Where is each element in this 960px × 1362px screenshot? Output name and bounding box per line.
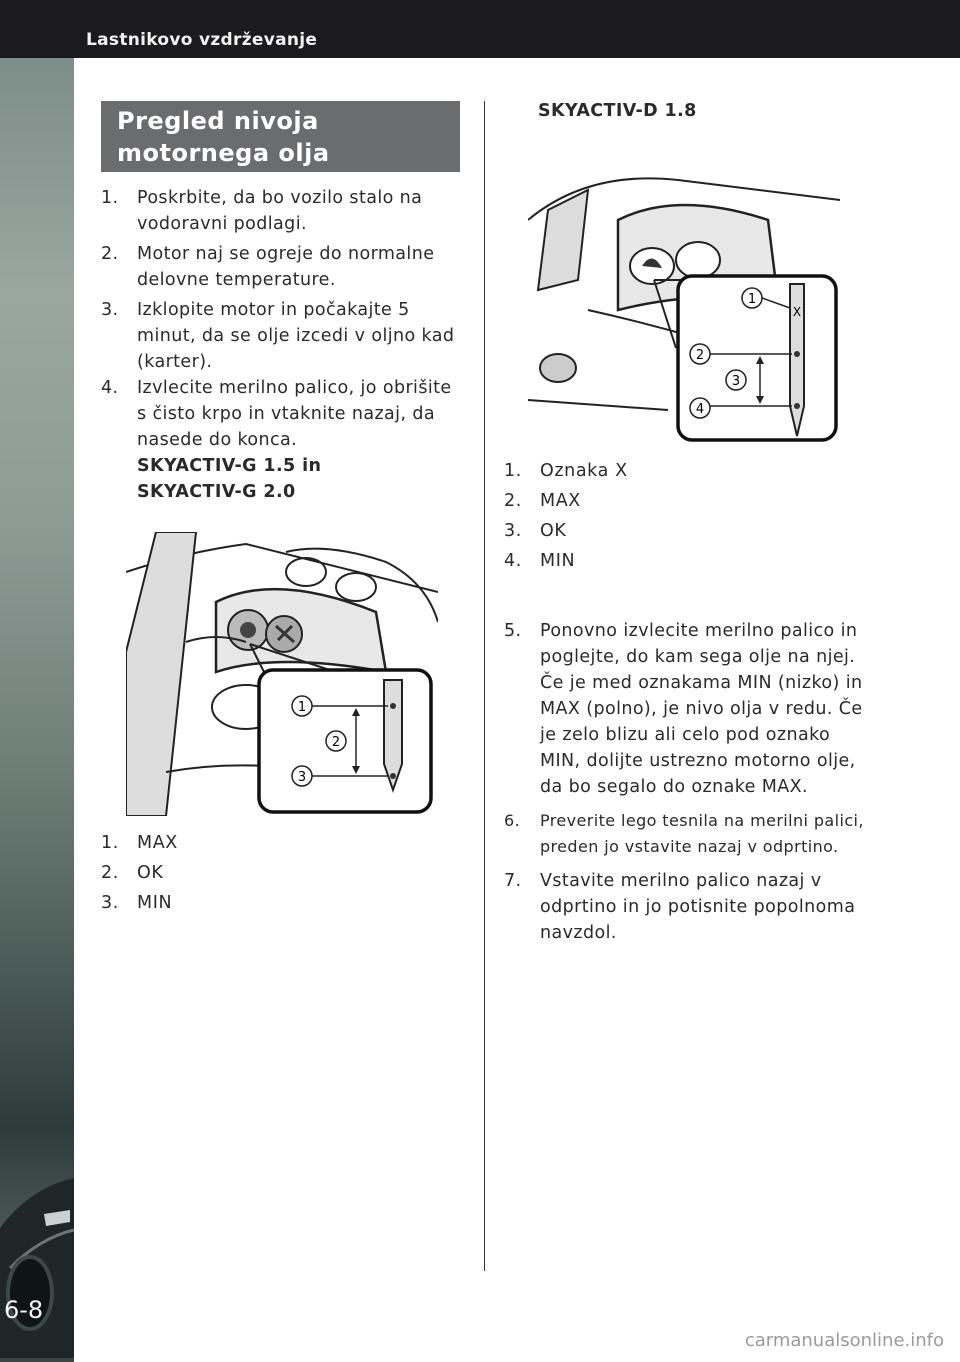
list-item: 3. Izklopite motor in počakajte 5 minut, da se olje izcedi v oljno kad (karter).	[101, 300, 455, 372]
section-heading	[101, 101, 460, 172]
list-item: 5. Ponovno izvlecite merilno palico in poglejte, do kam sega olje na njej. Če je med oznakama MIN (nizko) in MAX (polno), je nivo olja v redu. Če je zelo blizu ali celo pod oznako MIN, dolijte ustrezno motorno olje, da bo segalo do oznake MAX.	[504, 621, 863, 797]
callout-4: 4	[695, 402, 705, 417]
column-divider	[484, 101, 485, 1271]
list-item: 3. OK	[504, 521, 567, 541]
watermark-text: carmanualsonline.info	[744, 1330, 944, 1351]
steps-list-right	[504, 618, 864, 946]
callout-1: 1	[297, 700, 307, 715]
legend-g	[101, 828, 178, 918]
callout-1: 1	[747, 292, 757, 307]
legend-d	[504, 456, 628, 576]
callout-3: 3	[297, 770, 307, 785]
callout-2: 2	[695, 348, 705, 363]
callout-3: 3	[731, 374, 741, 389]
figure-dipstick-g	[126, 532, 438, 816]
steps-list-left	[101, 185, 461, 505]
callout-2: 2	[331, 735, 341, 750]
list-item: 2. OK	[101, 863, 164, 883]
engine-d-title: SKYACTIV-D 1.8	[538, 101, 697, 121]
x-mark: X	[792, 305, 802, 319]
list-item: 7. Vstavite merilno palico nazaj v odprtino in jo potisnite popolnoma navzdol.	[504, 871, 856, 943]
section-title-line2: motornega olja	[117, 139, 330, 167]
list-item: 1. Poskrbite, da bo vozilo stalo na vodoravni podlagi.	[101, 188, 423, 234]
list-item: 4. MIN	[504, 551, 576, 571]
header-title: Lastnikovo vzdrževanje	[86, 30, 318, 50]
figure-dipstick-d	[528, 160, 840, 444]
list-item: 2. Motor naj se ogreje do normalne delovne temperature.	[101, 244, 435, 290]
engine-g-line2: SKYACTIV-G 2.0	[137, 482, 296, 502]
list-item: 1. MAX	[101, 833, 178, 853]
list-item: 3. MIN	[101, 893, 173, 913]
sidebar-photo-strip	[0, 58, 74, 1362]
header-bar	[0, 0, 960, 58]
page-number: 6-8	[4, 1296, 44, 1324]
list-item: 6. Preverite lego tesnila na merilni palici, preden jo vstavite nazaj v odprtino.	[504, 811, 864, 856]
engine-g-line1: SKYACTIV-G 1.5 in	[137, 456, 322, 476]
section-title-line1: Pregled nivoja	[117, 107, 319, 135]
list-item: 1. Oznaka X	[504, 461, 628, 481]
list-item: 2. MAX	[504, 491, 581, 511]
list-item: 4. Izvlecite merilno palico, jo obrišite s čisto krpo in vtaknite nazaj, da nasede do konca. SKYACTIV-G 1.5 in SKYACTIV-G 2.0	[101, 375, 461, 505]
